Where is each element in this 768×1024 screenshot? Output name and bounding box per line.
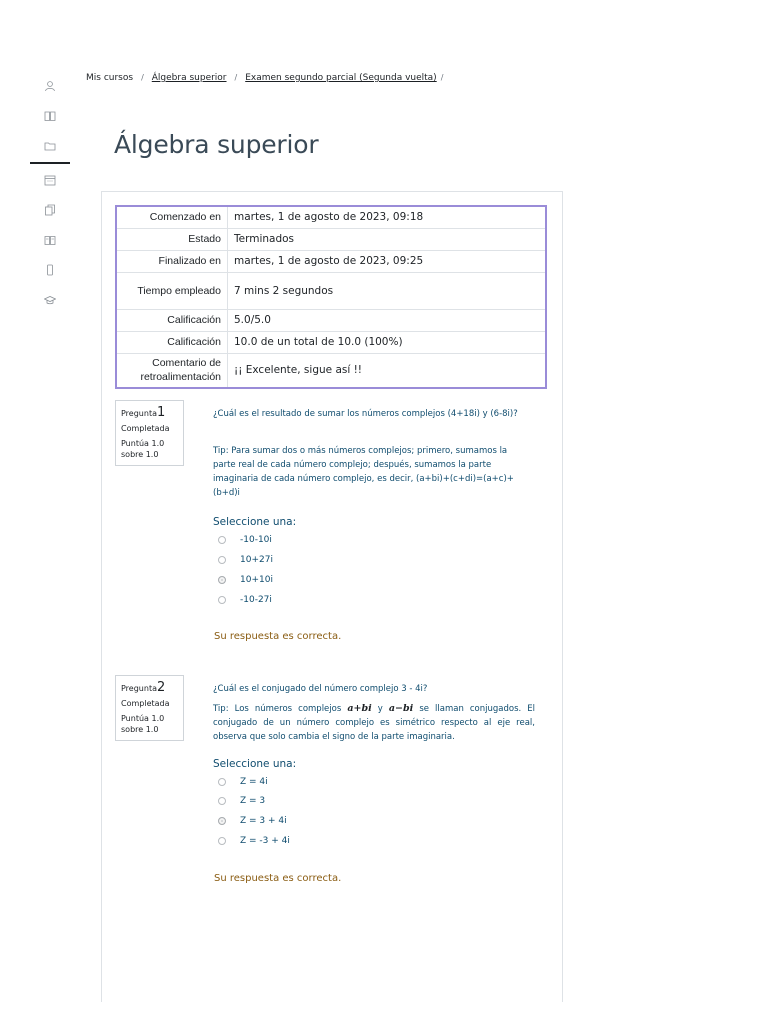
- question-grade-line1: Puntúa 1.0: [121, 439, 165, 448]
- summary-label: Comentario de retroalimentación: [116, 353, 228, 388]
- answer-option[interactable]: [218, 836, 290, 846]
- summary-label: Calificación: [116, 331, 228, 353]
- radio-button[interactable]: [218, 797, 226, 805]
- calendar-icon[interactable]: [30, 166, 70, 194]
- answer-option-label[interactable]: -10-10i: [240, 535, 272, 545]
- breadcrumb-separator: /: [234, 73, 238, 82]
- question-info-box: [115, 675, 184, 741]
- summary-value: 7 mins 2 segundos: [228, 272, 547, 309]
- question-tip: Tip: Para sumar dos o más números complejos; primero, sumamos la parte real de cada número complejo; después, sumamos la parte imaginaria de cada número complejo, es decir, (a+bi)+(c+di)=(a+c)+(b+d)i: [213, 446, 514, 498]
- question-number: 1: [156, 405, 166, 420]
- breadcrumb-item-exam[interactable]: Examen segundo parcial (Segunda vuelta): [245, 73, 437, 83]
- page-title: Álgebra superior: [114, 130, 319, 159]
- summary-value: 5.0/5.0: [228, 309, 547, 331]
- answer-option[interactable]: [218, 535, 272, 545]
- folder-icon[interactable]: [30, 132, 70, 160]
- graduation-cap-icon[interactable]: [30, 286, 70, 314]
- question-number: 2: [156, 680, 166, 695]
- answer-option[interactable]: [218, 595, 272, 605]
- book-open-icon[interactable]: [30, 226, 70, 254]
- summary-row: [116, 250, 546, 272]
- question-state: Completada: [121, 424, 170, 433]
- math-expression: a+bi: [347, 703, 372, 714]
- question-grade-line2: sobre 1.0: [121, 450, 159, 459]
- radio-button-checked[interactable]: [218, 576, 226, 584]
- files-icon[interactable]: [30, 196, 70, 224]
- summary-label: Comenzado en: [116, 206, 228, 228]
- active-nav-indicator: [30, 162, 70, 164]
- summary-label: Finalizado en: [116, 250, 228, 272]
- mobile-icon[interactable]: [30, 256, 70, 284]
- summary-value: martes, 1 de agosto de 2023, 09:25: [228, 250, 547, 272]
- radio-button[interactable]: [218, 778, 226, 786]
- answer-feedback: Su respuesta es correcta.: [214, 873, 342, 884]
- attempt-summary-table: [115, 205, 547, 389]
- user-icon[interactable]: [30, 72, 70, 100]
- radio-button[interactable]: [218, 837, 226, 845]
- summary-value: ¡¡ Excelente, sigue así !!: [228, 353, 547, 388]
- summary-value: 10.0 de un total de 10.0 (100%): [228, 331, 547, 353]
- radio-button[interactable]: [218, 596, 226, 604]
- question-grade: [121, 438, 178, 460]
- tip-text: y: [377, 704, 383, 714]
- radio-button-checked[interactable]: [218, 817, 226, 825]
- summary-value: Terminados: [228, 228, 547, 250]
- summary-value: martes, 1 de agosto de 2023, 09:18: [234, 211, 424, 224]
- question-tip: [213, 702, 535, 744]
- summary-row: [116, 353, 546, 388]
- breadcrumb-item-course[interactable]: Álgebra superior: [151, 73, 227, 83]
- answer-option[interactable]: [218, 777, 268, 787]
- radio-button[interactable]: [218, 536, 226, 544]
- answer-option-label[interactable]: Z = 3 + 4i: [240, 816, 287, 826]
- summary-row: [116, 331, 546, 353]
- summary-label: Calificación: [116, 309, 228, 331]
- select-label: Seleccione una:: [213, 516, 297, 528]
- question-text: ¿Cuál es el conjugado del número complejo 3 - 4i?: [213, 684, 428, 694]
- answer-option-selected[interactable]: [218, 575, 273, 585]
- select-label: Seleccione una:: [213, 758, 297, 770]
- radio-button[interactable]: [218, 556, 226, 564]
- answer-option[interactable]: [218, 555, 273, 565]
- summary-row: [116, 228, 546, 250]
- breadcrumb-separator: /: [440, 73, 444, 82]
- question-grade-line2: sobre 1.0: [121, 725, 159, 734]
- question-grade: [121, 713, 178, 735]
- summary-row: [116, 272, 546, 309]
- answer-option[interactable]: [218, 796, 265, 806]
- answer-option-label[interactable]: 10+10i: [240, 575, 273, 585]
- answer-option-label[interactable]: Z = 3: [240, 796, 266, 806]
- question-2-body: [213, 683, 535, 744]
- summary-label: Tiempo empleado: [116, 272, 228, 309]
- question-1-body: [213, 408, 535, 500]
- question-grade-line1: Puntúa 1.0: [121, 714, 165, 723]
- question-state: Completada: [121, 699, 170, 708]
- breadcrumb-item-mis-cursos[interactable]: Mis cursos: [86, 73, 134, 83]
- summary-row: [116, 206, 546, 228]
- question-text: ¿Cuál es el resultado de sumar los números complejos (4+18i) y (6-8i)?: [213, 409, 518, 419]
- question-label: Pregunta: [121, 409, 157, 418]
- summary-label: Estado: [116, 228, 228, 250]
- answer-option-label[interactable]: Z = -3 + 4i: [240, 836, 290, 846]
- question-label: Pregunta: [121, 684, 157, 693]
- answer-feedback: Su respuesta es correcta.: [214, 631, 342, 642]
- breadcrumb-separator: /: [141, 73, 144, 82]
- breadcrumb: [86, 73, 451, 83]
- answer-option-selected[interactable]: [218, 816, 287, 826]
- tip-text: Tip: Los números complejos: [213, 704, 342, 714]
- tip-text: se llaman conjugados. El conjugado de un número complejo es simétrico respecto al eje real, observa que solo cambia el signo de la parte imaginaria.: [213, 704, 536, 742]
- answer-option-label[interactable]: Z = 4i: [240, 777, 268, 787]
- question-info-box: [115, 400, 184, 466]
- answer-option-label[interactable]: 10+27i: [240, 555, 273, 565]
- answer-option-label[interactable]: -10-27i: [240, 595, 272, 605]
- math-expression: a−bi: [388, 703, 414, 714]
- book-icon[interactable]: [30, 102, 70, 130]
- summary-row: [116, 309, 546, 331]
